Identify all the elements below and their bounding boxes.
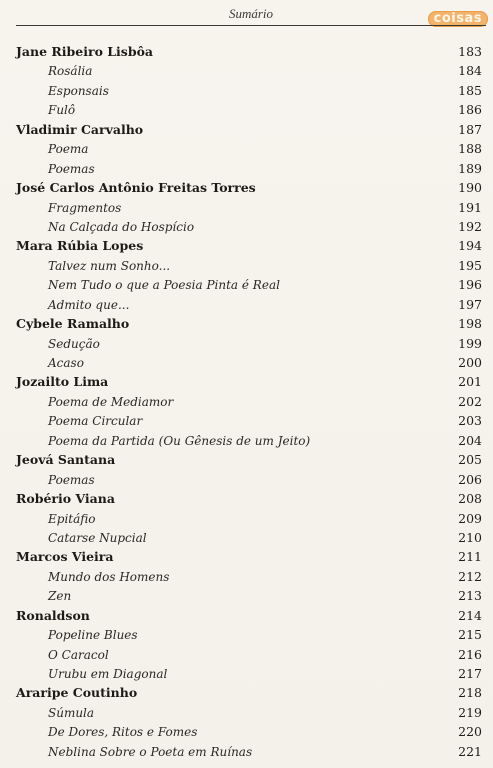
page-number: 214	[458, 607, 482, 623]
page-number: 211	[458, 549, 482, 565]
toc-author-row	[16, 450, 482, 469]
page-number: 194	[458, 238, 482, 254]
toc-work-row	[16, 353, 482, 372]
toc-work-row	[16, 256, 482, 275]
page-number: 192	[458, 218, 482, 234]
author-name: Marcos Vieira	[16, 549, 114, 565]
toc-work-row	[16, 722, 482, 741]
toc-work-row	[16, 100, 482, 119]
page-number: 220	[458, 724, 482, 740]
work-title: Catarse Nupcial	[48, 530, 147, 545]
coisas-logo: coisas	[428, 11, 488, 27]
work-title: Nem Tudo o que a Poesia Pinta é Real	[48, 278, 280, 293]
author-name: Vladimir Carvalho	[16, 121, 144, 137]
page-number: 201	[458, 374, 482, 390]
toc-author-row	[16, 372, 482, 391]
work-title: Mundo dos Homens	[48, 569, 170, 584]
page-number: 221	[458, 743, 482, 759]
work-title: Poema da Partida (Ou Gênesis de um Jeito)	[48, 433, 311, 448]
work-title: Talvez num Sonho...	[48, 258, 171, 273]
work-title: Poemas	[48, 161, 95, 176]
page-number: 212	[458, 568, 482, 584]
work-title: Sedução	[48, 336, 100, 351]
author-name: Robério Viana	[16, 491, 115, 507]
page-number: 219	[458, 704, 482, 720]
toc-author-row	[16, 236, 482, 255]
work-title: Fulô	[48, 103, 76, 118]
page-number: 191	[458, 199, 482, 215]
work-title: Súmula	[48, 705, 95, 720]
work-title: Zen	[48, 589, 72, 604]
page-number: 183	[458, 44, 482, 59]
work-title: Esponsais	[48, 83, 109, 98]
work-title: Poema de Mediamor	[48, 394, 174, 409]
work-title: Poemas	[48, 472, 95, 487]
toc-work-row	[16, 664, 482, 683]
toc-author-row	[16, 120, 482, 139]
work-title: Rosália	[48, 64, 93, 79]
page-number: 195	[458, 257, 482, 273]
toc-work-row	[16, 509, 482, 528]
toc-work-row	[16, 645, 482, 664]
author-name: Ronaldson	[16, 607, 90, 623]
page-number: 185	[458, 82, 482, 98]
toc-author-row	[16, 314, 482, 333]
page-number: 187	[458, 121, 482, 137]
author-name: Mara Rúbia Lopes	[16, 238, 144, 254]
page-number: 197	[458, 296, 482, 312]
page-number: 209	[458, 510, 482, 526]
toc-work-row	[16, 431, 482, 450]
author-name: José Carlos Antônio Freitas Torres	[16, 180, 256, 196]
toc-author-row	[16, 489, 482, 508]
page-number: 216	[458, 646, 482, 662]
page-number: 202	[458, 393, 482, 409]
toc-work-row	[16, 586, 482, 605]
toc-work-row	[16, 392, 482, 411]
page-number: 189	[458, 160, 482, 176]
table-of-contents	[16, 42, 482, 761]
toc-work-row	[16, 528, 482, 547]
page-number: 196	[458, 277, 482, 293]
author-name: Jeová Santana	[16, 452, 116, 468]
toc-work-row	[16, 275, 482, 294]
work-title: De Dores, Ritos e Fomes	[48, 725, 198, 740]
toc-work-row	[16, 567, 482, 586]
author-name: Cybele Ramalho	[16, 316, 130, 332]
page-number: 190	[458, 180, 482, 196]
toc-work-row	[16, 81, 482, 100]
author-name: Jane Ribeiro Lisbôa	[16, 44, 154, 59]
page-number: 184	[458, 63, 482, 79]
page-header	[16, 4, 486, 26]
work-title: Fragmentos	[48, 200, 122, 215]
toc-author-row	[16, 606, 482, 625]
author-name: Araripe Coutinho	[16, 685, 138, 701]
page-number: 200	[458, 355, 482, 370]
page-number: 199	[458, 335, 482, 351]
page-number: 213	[458, 588, 482, 604]
author-name: Jozailto Lima	[16, 374, 109, 390]
work-title: Popeline Blues	[48, 628, 138, 643]
page-number: 217	[458, 666, 482, 681]
work-title: Urubu em Diagonal	[48, 667, 168, 681]
page-number: 218	[458, 685, 482, 701]
page-number: 198	[458, 316, 482, 332]
toc-work-row	[16, 625, 482, 644]
work-title: Neblina Sobre o Poeta em Ruínas	[48, 744, 253, 759]
work-title: Poema Circular	[48, 414, 143, 429]
work-title: Admito que...	[48, 297, 130, 312]
page-number: 205	[458, 452, 482, 468]
toc-work-row	[16, 295, 482, 314]
page-number: 210	[458, 529, 482, 545]
toc-author-row	[16, 42, 482, 61]
work-title: Acaso	[48, 356, 84, 370]
page-number: 215	[458, 627, 482, 643]
work-title: O Caracol	[48, 647, 109, 662]
page-number: 206	[458, 471, 482, 487]
toc-work-row	[16, 703, 482, 722]
work-title: Poema	[48, 142, 89, 157]
toc-work-row	[16, 198, 482, 217]
toc-work-row	[16, 61, 482, 80]
toc-author-row	[16, 547, 482, 566]
page-number: 204	[458, 432, 482, 448]
toc-work-row	[16, 139, 482, 158]
toc-work-row	[16, 742, 482, 761]
work-title: Epitáfio	[48, 511, 96, 526]
page-number: 203	[458, 413, 482, 429]
toc-work-row	[16, 470, 482, 489]
header-rule	[16, 25, 486, 26]
toc-work-row	[16, 411, 482, 430]
toc-author-row	[16, 178, 482, 197]
page-number: 208	[458, 491, 482, 507]
toc-work-row	[16, 334, 482, 353]
toc-work-row	[16, 217, 482, 236]
toc-work-row	[16, 159, 482, 178]
header-title: Sumário	[228, 6, 274, 21]
page-number: 186	[458, 102, 482, 118]
toc-author-row	[16, 683, 482, 702]
page-number: 188	[458, 141, 482, 157]
work-title: Na Calçada do Hospício	[48, 219, 195, 234]
